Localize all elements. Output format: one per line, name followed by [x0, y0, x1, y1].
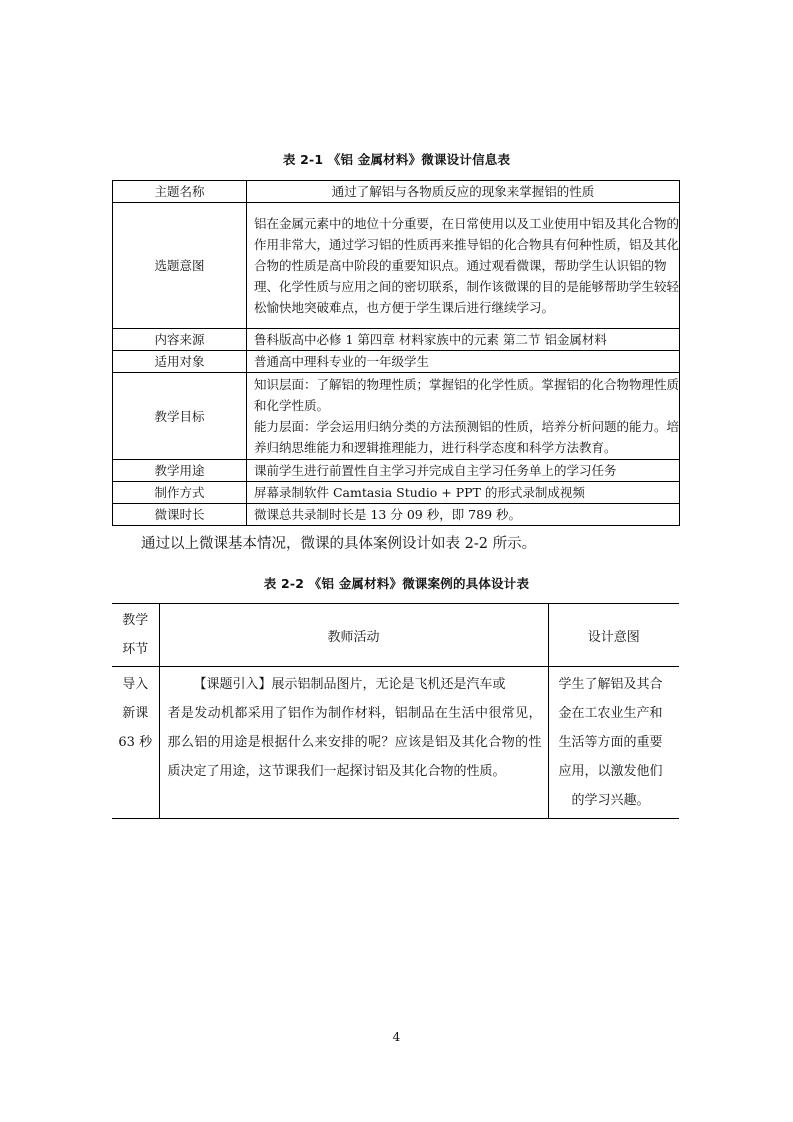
table-row — [113, 351, 680, 373]
row-key: 内容来源 — [113, 329, 247, 351]
table-header-row — [112, 604, 679, 667]
intent-line2: 金在工农业生产和 — [558, 706, 663, 721]
header-stage-line2: 环节 — [122, 642, 149, 657]
stage-line1: 导入 — [122, 677, 149, 692]
table-2-1 — [112, 180, 680, 526]
intent-line5: 的学习兴趣。 — [571, 793, 650, 808]
intent-line4: 应用，以激发他们 — [558, 764, 663, 779]
intent-line3: 生活等方面的重要 — [558, 735, 663, 750]
table-row — [112, 667, 679, 819]
row-key: 教学用途 — [113, 460, 247, 482]
header-intent: 设计意图 — [548, 604, 679, 667]
table-2-2-caption: 表 2-2 《铝 金属材料》微课案例的具体设计表 — [263, 576, 530, 591]
row-value: 普通高中理科专业的一年级学生 — [247, 351, 680, 373]
intent-line1: 学生了解铝及其合 — [558, 677, 663, 692]
row-key: 制作方式 — [113, 482, 247, 504]
row-value: 通过了解铝与各物质反应的现象来掌握铝的性质 — [247, 181, 680, 203]
row-value: 知识层面：了解铝的物理性质；掌握铝的化学性质。掌握铝的化合物物理性质和化学性质。 能力层面：学会运用归纳分类的方法预测铝的性质，培养分析问题的能力。培养归纳思维能力和逻辑推理能力，进行科学态度和科学方法教育。 — [247, 373, 680, 460]
page-number: 4 — [392, 1030, 401, 1044]
row-value: 屏幕录制软件 Camtasia Studio + PPT 的形式录制成视频 — [247, 482, 680, 504]
body-paragraph: 通过以上微课基本情况，微课的具体案例设计如表 2-2 所示。 — [141, 536, 537, 552]
row-key: 微课时长 — [113, 504, 247, 526]
table-row — [113, 482, 680, 504]
row-key: 主题名称 — [113, 181, 247, 203]
row-key: 适用对象 — [113, 351, 247, 373]
teacher-activity-line1: 【课题引入】展示铝制品图片，无论是飞机还是汽车或 — [193, 677, 506, 692]
row-value: 鲁科版高中必修 1 第四章 材料家族中的元素 第二节 铝金属材料 — [247, 329, 680, 351]
header-stage — [112, 604, 159, 667]
table-row — [113, 504, 680, 526]
row-value: 微课总共录制时长是 13 分 09 秒，即 789 秒。 — [247, 504, 680, 526]
table-2-1-caption: 表 2-1 《铝 金属材料》微课设计信息表 — [282, 152, 511, 167]
stage-line3: 63 秒 — [118, 735, 153, 750]
row-key: 教学目标 — [113, 373, 247, 460]
stage-line2: 新课 — [122, 706, 149, 721]
row-value: 课前学生进行前置性自主学习并完成自主学习任务单上的学习任务 — [247, 460, 680, 482]
teacher-activity-cell — [159, 667, 548, 819]
header-teacher: 教师活动 — [159, 604, 548, 667]
table-row — [113, 329, 680, 351]
table-row — [113, 460, 680, 482]
teacher-activity-rest: 者是发动机都采用了铝作为制作材料，铝制品在生活中很常见，那么铝的用途是根据什么来安排的呢？应该是铝及其化合物的性质决定了用途，这节课我们一起探讨铝及其化合物的性质。 — [167, 706, 542, 779]
table-2-2 — [112, 603, 679, 819]
table-row — [113, 181, 680, 203]
table-row — [113, 203, 680, 329]
row-value: 铝在金属元素中的地位十分重要，在日常使用以及工业使用中铝及其化合物的作用非常大，通过学习铝的性质再来推导铝的化合物具有何种性质，铝及其化合物的性质是高中阶段的重要知识点。通过观看微课，帮助学生认识铝的物理、化学性质与应用之间的密切联系，制作该微课的目的是能够帮助学生较轻松愉快地突破难点，也方便于学生课后进行继续学习。 — [247, 203, 680, 329]
row-key: 选题意图 — [113, 203, 247, 329]
table-row — [113, 373, 680, 460]
header-stage-line1: 教学 — [122, 613, 149, 628]
design-intent-cell — [548, 667, 679, 819]
stage-cell — [112, 667, 159, 819]
